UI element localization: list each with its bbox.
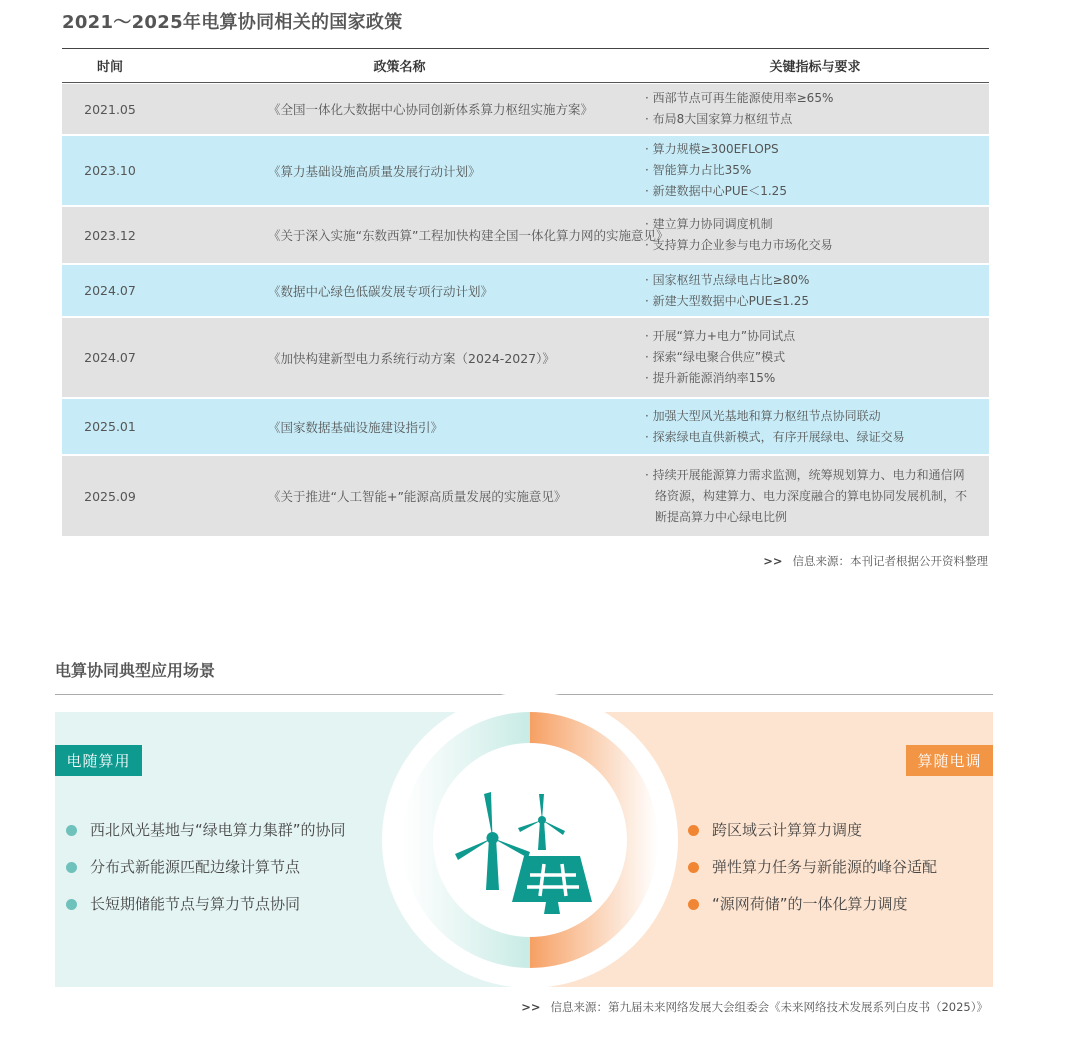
row-time: 2025.01 <box>84 419 136 434</box>
list-item-text: 弹性算力任务与新能源的峰谷适配 <box>712 858 938 876</box>
right-tag: 算随电调 <box>906 745 993 776</box>
list-item <box>688 857 988 878</box>
policy-section-title: 2021～2025年电算协同相关的国家政策 <box>62 12 403 33</box>
requirement-item: · 持续开展能源算力需求监测，统筹规划算力、电力和通信网络资源，构建算力、电力深度融合的算电协同发展机制，不断提高算力中心绿电比例 <box>645 467 968 524</box>
table-row <box>62 456 989 536</box>
requirement-item: · 布局8大国家算力枢纽节点 <box>645 112 793 126</box>
policy-source-note <box>763 553 988 569</box>
emblem-inner-disc <box>433 743 627 937</box>
source-text: 信息来源：第九届未来网络发展大会组委会《未来网络技术发展系列白皮书（2025）》 <box>550 1000 988 1014</box>
row-requirements <box>641 270 989 312</box>
list-item-text: 长短期储能节点与算力节点协同 <box>90 895 301 913</box>
row-time: 2023.12 <box>84 227 136 243</box>
table-row <box>62 399 989 454</box>
row-policy-name: 《国家数据基础设施建设指引》 <box>268 419 444 435</box>
row-time: 2023.10 <box>84 163 136 178</box>
requirement-item: · 开展“算力+电力”协同试点 <box>645 329 796 343</box>
bullet-dot-icon <box>688 825 699 836</box>
list-item-text: 西北风光基地与“绿电算力集群”的协同 <box>90 821 346 839</box>
requirement-item: · 加强大型风光基地和算力枢纽节点协同联动 <box>645 408 881 423</box>
bullet-dot-icon <box>688 899 699 910</box>
list-item-text: “源网荷储”的一体化算力调度 <box>712 895 908 913</box>
list-item <box>66 894 366 915</box>
row-policy-name: 《关于深入实施“东数西算”工程加快构建全国一体化算力网的实施意见》 <box>268 228 669 243</box>
row-policy-name: 《加快构建新型电力系统行动方案（2024-2027）》 <box>268 350 555 366</box>
row-policy-name: 《全国一体化大数据中心协同创新体系算力枢纽实施方案》 <box>268 102 594 117</box>
table-row <box>62 84 989 134</box>
row-requirements <box>641 326 989 389</box>
scenario-section-title: 电算协同典型应用场景 <box>55 661 216 680</box>
row-requirements <box>641 214 989 256</box>
center-emblem <box>380 690 680 990</box>
bullet-dot-icon <box>66 825 77 836</box>
row-policy-name: 《算力基础设施高质量发展行动计划》 <box>268 163 481 179</box>
table-row <box>62 265 989 316</box>
row-requirements <box>641 465 989 528</box>
bullet-dot-icon <box>66 862 77 873</box>
left-scenario-list <box>66 820 366 915</box>
policy-table-header <box>62 49 989 83</box>
requirement-item: · 西部节点可再生能源使用率≥65% <box>645 91 834 105</box>
list-item <box>688 820 988 841</box>
requirement-item: · 探索“绿电聚合供应”模式 <box>645 350 786 364</box>
list-item <box>66 857 366 878</box>
source-arrow: >> <box>763 554 783 568</box>
row-policy-name: 《关于推进“人工智能+”能源高质量发展的实施意见》 <box>268 489 567 504</box>
requirement-item: · 智能算力占比35% <box>645 163 752 177</box>
requirement-item: · 支持算力企业参与电力市场化交易 <box>645 238 833 252</box>
row-requirements <box>641 88 989 130</box>
row-time: 2021.05 <box>84 101 136 117</box>
source-arrow: >> <box>521 1000 541 1014</box>
row-time: 2025.09 <box>84 488 136 504</box>
list-item <box>688 894 988 915</box>
requirement-item: · 提升新能源消纳率15% <box>645 371 776 385</box>
requirement-item: · 建立算力协同调度机制 <box>645 217 773 231</box>
requirement-item: · 新建数据中心PUE＜1.25 <box>645 184 787 198</box>
row-time: 2024.07 <box>84 283 136 298</box>
table-row <box>62 318 989 397</box>
scenario-source-note <box>521 999 988 1015</box>
requirement-item: · 算力规模≥300EFLOPS <box>645 142 779 156</box>
header-requirements: 关键指标与要求 <box>769 60 861 75</box>
row-requirements <box>641 139 989 202</box>
bullet-dot-icon <box>66 899 77 910</box>
row-requirements <box>641 406 989 448</box>
requirement-item: · 新建大型数据中心PUE≤1.25 <box>645 293 810 308</box>
list-item <box>66 820 366 841</box>
header-policy-name: 政策名称 <box>373 60 426 75</box>
left-tag: 电随算用 <box>55 745 142 776</box>
list-item-text: 分布式新能源匹配边缘计算节点 <box>90 858 301 876</box>
row-time: 2024.07 <box>84 350 136 365</box>
table-row <box>62 136 989 205</box>
list-item-text: 跨区域云计算算力调度 <box>712 821 863 839</box>
requirement-item: · 国家枢纽节点绿电占比≥80% <box>645 272 810 287</box>
right-scenario-list <box>688 820 988 915</box>
bullet-dot-icon <box>688 862 699 873</box>
source-text: 信息来源：本刊记者根据公开资料整理 <box>792 554 988 568</box>
row-policy-name: 《数据中心绿色低碳发展专项行动计划》 <box>268 283 494 299</box>
table-row <box>62 207 989 263</box>
requirement-item: · 探索绿电直供新模式，有序开展绿电、绿证交易 <box>645 429 905 444</box>
header-time: 时间 <box>96 60 123 75</box>
